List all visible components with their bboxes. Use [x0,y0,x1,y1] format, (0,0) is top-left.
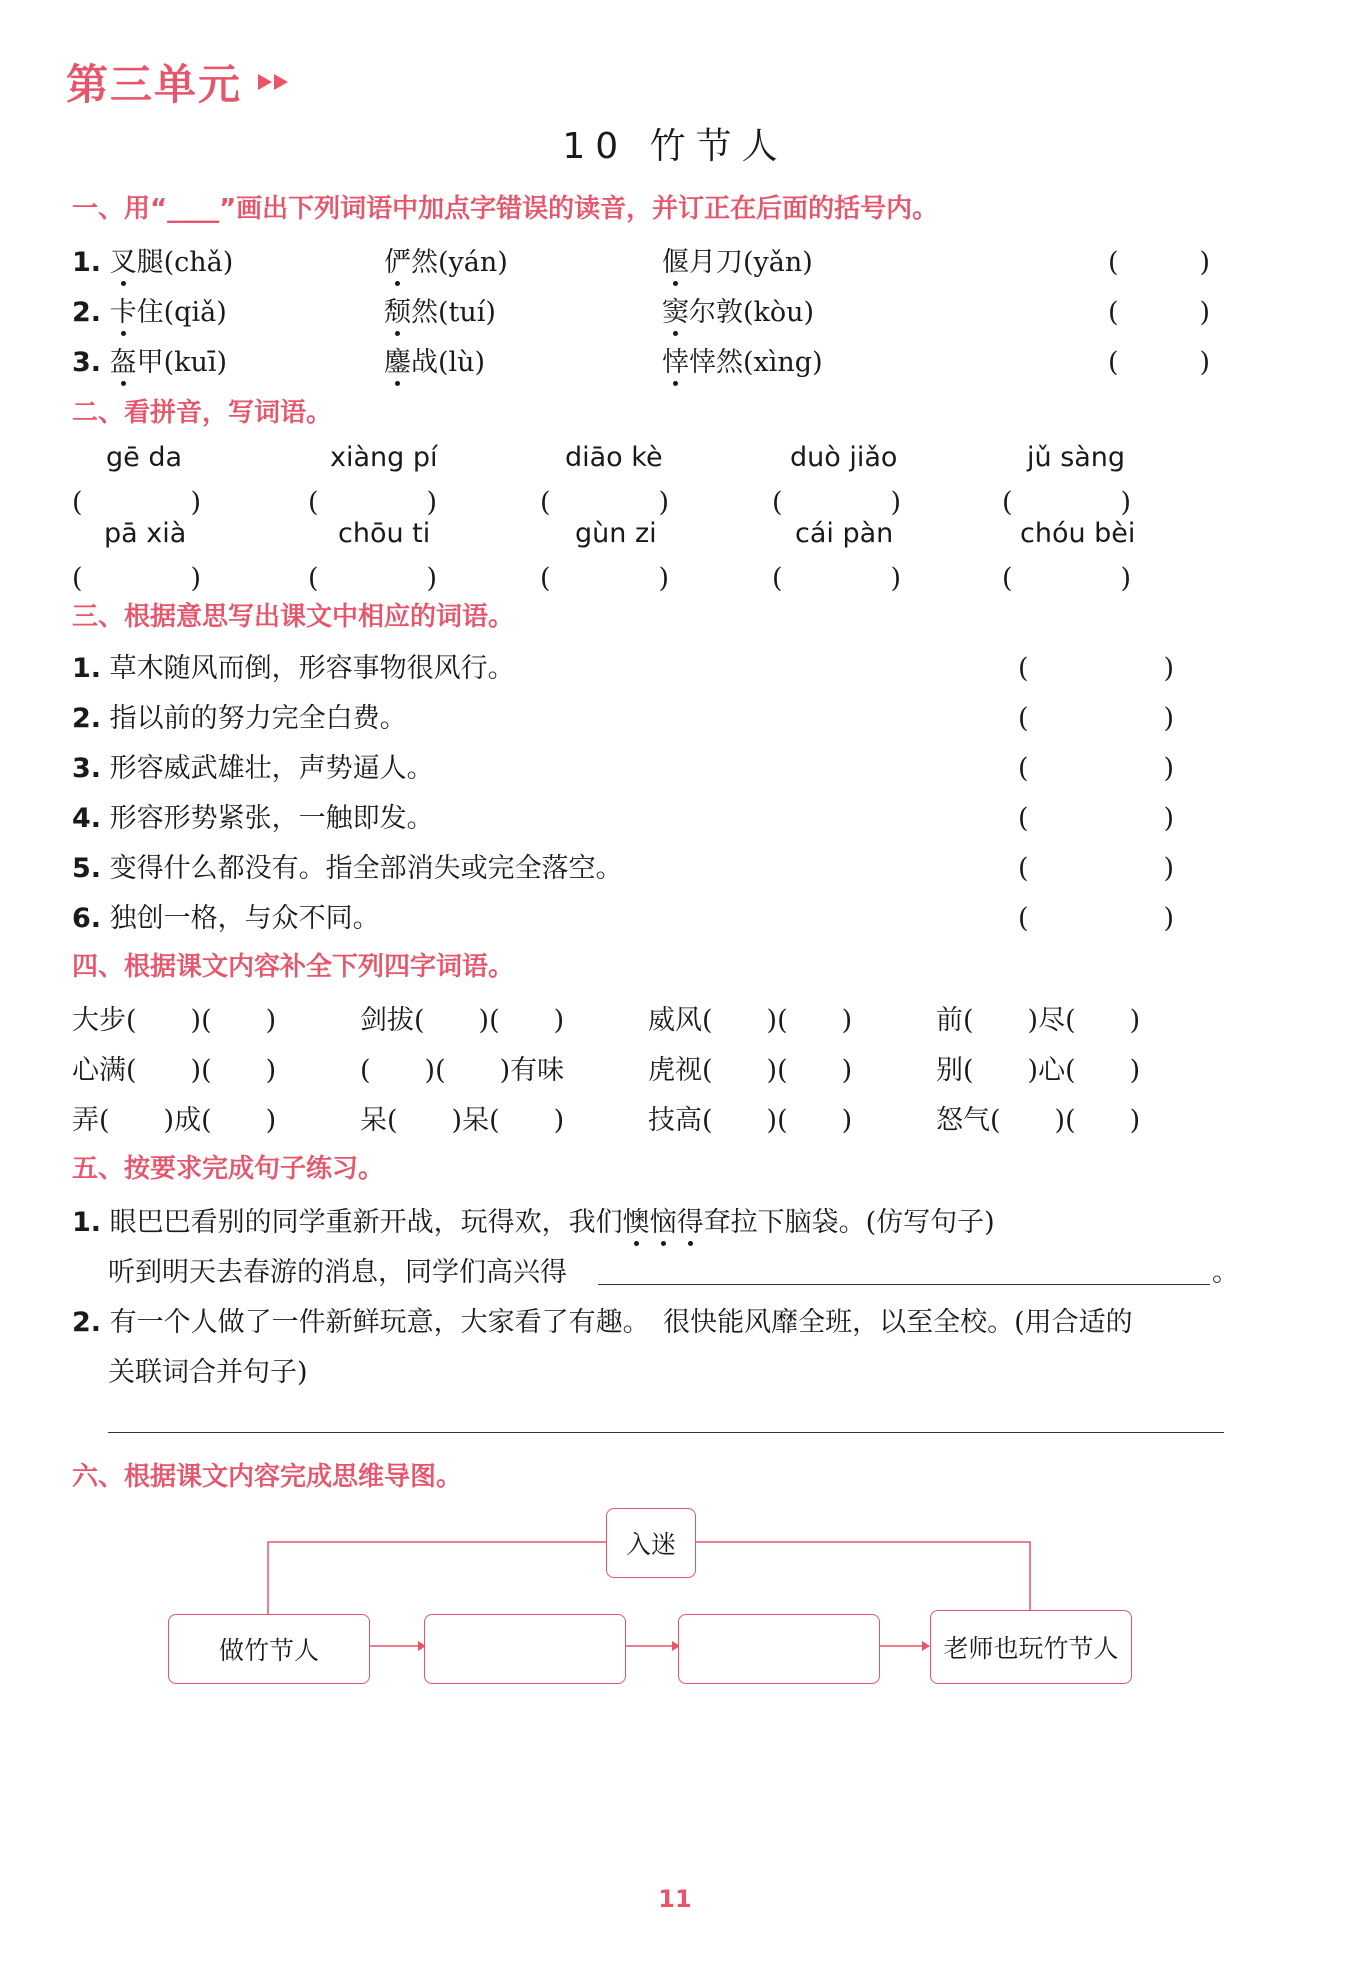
s3-item: 1. 草木随风而倒，形容事物很风行。 [72,653,515,684]
section-3-title: 三、根据意思写出课文中相应的词语。 [72,602,515,632]
pinyin: cái pàn [795,518,894,549]
answer-blank[interactable]: ( ) [1108,297,1211,328]
answer-blank[interactable]: ( ) [72,487,202,518]
answer-line[interactable] [598,1284,1210,1285]
answer-blank[interactable]: ( ) [772,487,902,518]
dotted-char: 懊 [622,1207,650,1238]
answer-blank[interactable]: ( ) [1002,563,1132,594]
idiom-blank[interactable]: 心满( )( ) [72,1055,277,1086]
answer-blank[interactable]: ( ) [1002,487,1132,518]
s1-row-1: 1. 叉腿(chǎ) [72,247,234,278]
s1-row-2-b: 颓然(tuí) [384,297,496,328]
answer-blank[interactable]: ( ) [540,487,670,518]
unit-title: 第三单元 [66,60,243,109]
idiom-blank[interactable]: 怒气( )( ) [936,1105,1141,1136]
pinyin: chóu bèi [1020,518,1136,549]
s1-row-1-b: 俨然(yán) [384,247,508,278]
pinyin: gē da [106,442,183,473]
mind-map-box-4: 老师也玩竹节人 [930,1610,1132,1684]
idiom-blank[interactable]: 技高( )( ) [648,1105,853,1136]
answer-blank[interactable]: ( ) [1108,347,1211,378]
s5-q2: 2. 有一个人做了一件新鲜玩意，大家看了有趣。 很快能风靡全班，以至全校。(用合适的 [72,1307,1133,1338]
section-2-title: 二、看拼音，写词语。 [72,398,333,428]
s3-item: 5. 变得什么都没有。指全部消失或完全落空。 [72,853,623,884]
pinyin: duò jiǎo [790,442,898,473]
s3-item: 3. 形容威武雄壮，声势逼人。 [72,753,434,784]
mind-map-box-1: 做竹节人 [168,1614,370,1684]
dotted-word [623,1207,704,1238]
answer-blank[interactable]: ( ) [772,563,902,594]
idiom-blank[interactable]: ( )( )有味 [360,1055,565,1086]
pinyin: chōu ti [338,518,431,549]
pinyin: pā xià [104,518,187,549]
answer-blank[interactable]: ( ) [1018,853,1175,884]
mind-map-box-3-blank[interactable] [678,1614,880,1684]
answer-blank[interactable]: ( ) [308,563,438,594]
s3-item: 6. 独创一格，与众不同。 [72,903,380,934]
idiom-blank[interactable]: 虎视( )( ) [648,1055,853,1086]
answer-blank[interactable]: ( ) [1018,703,1175,734]
pinyin: xiàng pí [330,442,438,473]
answer-line[interactable] [108,1432,1224,1433]
section-4-title: 四、根据课文内容补全下列四字词语。 [72,952,515,982]
answer-blank[interactable]: ( ) [1018,903,1175,934]
answer-blank[interactable]: ( ) [1108,247,1211,278]
idiom-blank[interactable]: 剑拔( )( ) [360,1005,565,1036]
answer-blank[interactable]: ( ) [540,563,670,594]
s3-item: 2. 指以前的努力完全白费。 [72,703,407,734]
s5-q2-line2: 关联词合并句子) [108,1357,308,1388]
answer-blank[interactable]: ( ) [1018,803,1175,834]
section-6-title: 六、根据课文内容完成思维导图。 [72,1462,463,1492]
pinyin: diāo kè [565,442,663,473]
answer-blank[interactable]: ( ) [1018,653,1175,684]
idiom-blank[interactable]: 威风( )( ) [648,1005,853,1036]
s5-q1: 1. 眼巴巴看别的同学重新开战，玩得欢，我们懊恼得耷拉下脑袋。(仿写句子) [72,1207,995,1238]
mind-map-top-box: 入迷 [606,1508,696,1578]
idiom-blank[interactable]: 呆( )呆( ) [360,1105,565,1136]
s1-row-2: 2. 卡住(qiǎ) [72,297,227,328]
answer-blank[interactable]: ( ) [72,563,202,594]
idiom-blank[interactable]: 前( )尽( ) [936,1005,1141,1036]
s1-row-3-c: 悻悻然(xìng) [662,347,823,378]
s1-row-1-c: 偃月刀(yǎn) [662,247,813,278]
answer-blank[interactable]: ( ) [308,487,438,518]
s5-q1-end: 。 [1212,1257,1239,1288]
section-5-title: 五、按要求完成句子练习。 [72,1154,385,1184]
idiom-blank[interactable]: 别( )心( ) [936,1055,1141,1086]
page-number: 11 [658,1885,692,1913]
pinyin: gùn zi [575,518,657,549]
section-1-title: 一、用“____”画出下列词语中加点字错误的读音，并订正在后面的括号内。 [72,194,939,224]
idiom-blank[interactable]: 弄( )成( ) [72,1105,277,1136]
pinyin: jǔ sàng [1027,442,1126,473]
s1-row-3-b: 鏖战(lù) [384,347,486,378]
dotted-char: 得 [676,1207,704,1238]
lesson-title: 10 竹节人 [562,126,788,167]
answer-blank[interactable]: ( ) [1018,753,1175,784]
s5-q1-line2: 听到明天去春游的消息，同学们高兴得 [108,1257,567,1288]
s3-item: 4. 形容形势紧张，一触即发。 [72,803,434,834]
s1-row-3: 3. 盔甲(kuī) [72,347,228,378]
mind-map-box-2-blank[interactable] [424,1614,626,1684]
s1-row-2-c: 窦尔敦(kòu) [662,297,815,328]
idiom-blank[interactable]: 大步( )( ) [72,1005,277,1036]
double-arrow-icon [258,72,292,92]
dotted-char: 恼 [649,1207,677,1238]
